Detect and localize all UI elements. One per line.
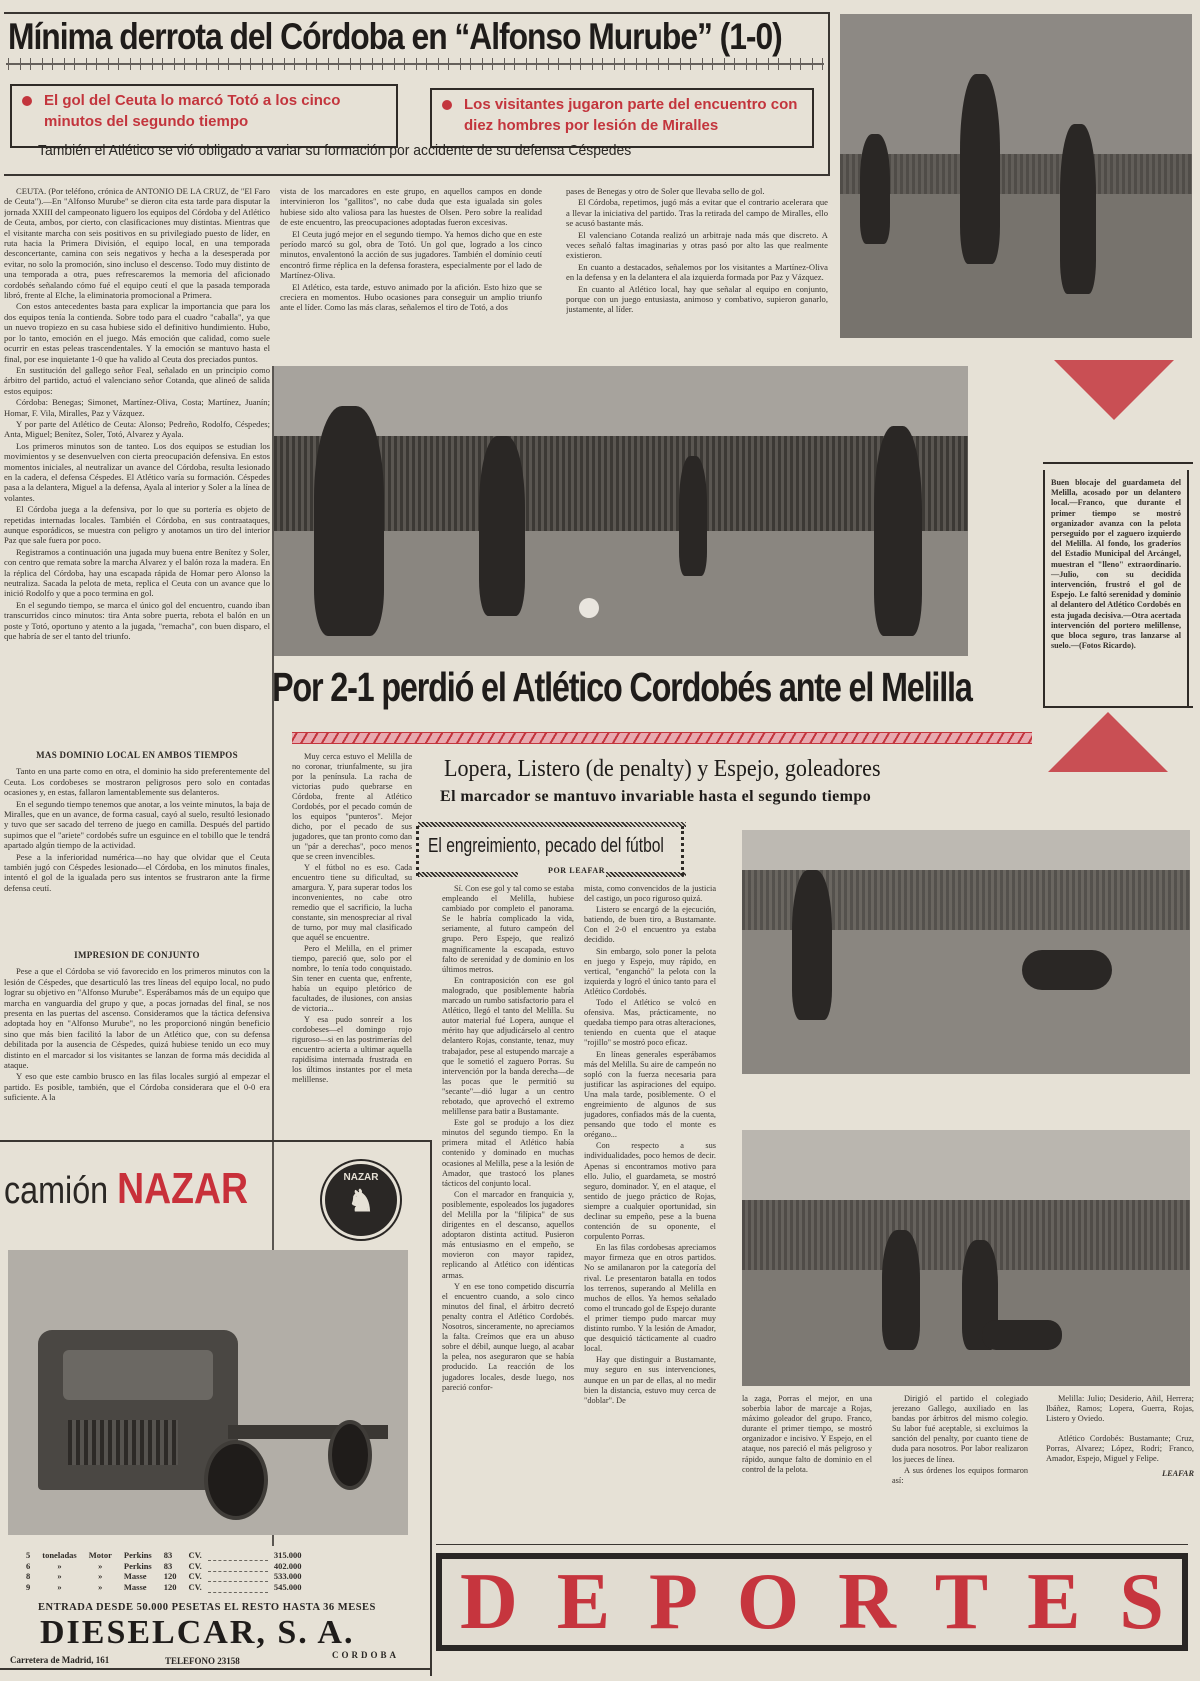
paragraph: En cuanto al Atlético local, hay que señalar al equipo en conjunto, porque con un juego entusiasta, animoso y combativo, supieron ganarlo, justamente, al líder. bbox=[566, 283, 828, 315]
paragraph: Todo el Atlético se volcó en ofensiva. Mas, prácticamente, no quedaba tiempo para otras alteraciones, teniendo en cuenta que el ataque "rojillo" se mostró poco eficaz. bbox=[584, 998, 716, 1048]
red-ornamental-divider bbox=[292, 732, 1032, 744]
price-table bbox=[20, 1550, 307, 1593]
paragraph: mista, como convencidos de la justicia del castigo, un poco riguroso quizá. bbox=[584, 884, 716, 904]
match-action-photo bbox=[274, 366, 968, 656]
melilla-deck: El marcador se mantuvo invariable hasta el segundo tiempo bbox=[440, 788, 872, 805]
paragraph: Y eso que este cambio brusco en las filas locales surgió al empezar el partido. Es posible, también, que el Córdoba considerara que el 0-0 era suficiente. A la bbox=[4, 1071, 270, 1103]
arrow-down-icon bbox=[1054, 360, 1174, 420]
ceuta-column-1b bbox=[4, 742, 270, 942]
paragraph: Pese a la inferioridad numérica—no hay que olvidar que el Ceuta también jugó con Céspedes lesionado—el Córdoba, en los minutos finales, intentó el gol de la igualada pero sus intentos se frustraron ante la firme defensa ceutí. bbox=[4, 851, 270, 893]
paragraph: Con respecto a sus individualidades, poco hemos de decir. Apenas si encontramos motivo para ello. Julio, el guardameta, se mostró seguro, dominador. Y, en el ataque, el sentido de juego práctico de Rojas, siempre a cualquier oportunidad, sin declinar su empeño, pese a la buena contención de su oponente, el corpulento Porras. bbox=[584, 1141, 716, 1242]
paragraph: Y por parte del Atlético de Ceuta: Alonso; Pedreño, Rodolfo, Céspedes; Anta, Miguel; Benítez, Soler, Totó, Alvarez y Ayala. bbox=[4, 418, 270, 440]
headline-box-right-rule bbox=[828, 12, 830, 174]
banner-letter: E bbox=[556, 1558, 611, 1646]
goalkeeper-photo bbox=[840, 14, 1192, 338]
subheading: MAS DOMINIO LOCAL EN AMBOS TIEMPOS bbox=[36, 750, 238, 760]
paragraph: Hay que distinguir a Bustamante, muy seguro en sus intervenciones, aunque en un par de ellas, al no medir bien la distancia, estuvo muy cerca de "doblar". De bbox=[584, 1355, 716, 1405]
caption-top-rule bbox=[1043, 462, 1193, 464]
paragraph: Y el fútbol no es eso. Cada encuentro tiene su dificultad, su amargura. Y, para superar todos los inconvenientes, no cabe otro remedio que el sacrificio, la lucha constante, sin menospreciar al rival de turno, por muy mal clasificado que aquél se encuentre. bbox=[292, 863, 412, 942]
paragraph: El valenciano Cotanda realizó un arbitraje nada más que discreto. A veces señaló faltas imaginarias y otras pasó por alto las que realmente existieron. bbox=[566, 229, 828, 261]
melilla-intro-column bbox=[292, 752, 412, 1128]
paragraph: Registramos a continuación una jugada muy buena entre Benítez y Soler, con centro que remata sobre la marcha Alvarez y el balón roza la madera. En la réplica del Córdoba, hay una escapada rápida de Homar pero Alonso la neutraliza. Sacada la pelota de meta, replica el Ceuta con un avance que lo inició Rodolfo y que a poco termina en gol. bbox=[4, 546, 270, 599]
paragraph: Sin embargo, solo poner la pelota en juego y Espejo, muy rápido, en vertical, "enganchó" la pelota con la izquierda y logró el único tanto para el Atlético Cordobés. bbox=[584, 946, 716, 996]
ceuta-column-1c bbox=[4, 942, 270, 1130]
arrow-up-icon bbox=[1048, 712, 1168, 772]
paragraph: En sustitución del gallego señor Feal, señalado en un principio como árbitro del partido, actuó el valenciano señor Cotanda, que alineó de salida estos equipos: bbox=[4, 364, 270, 396]
paragraph: A sus órdenes los equipos formaron así: bbox=[892, 1465, 1028, 1485]
nazar-logo bbox=[322, 1161, 400, 1239]
kicker-right-box bbox=[430, 88, 814, 148]
banner-letter: R bbox=[838, 1558, 896, 1646]
kicker-left-box bbox=[10, 84, 398, 148]
melilla-column-c bbox=[742, 1394, 872, 1544]
deck-rule bbox=[4, 174, 830, 176]
paragraph: vista de los marcadores en este grupo, en aquellos campos en donde intervinieron los "gallitos", no cabe duda que esta igualada sin goles hubiese sido alto valiosa para las huestes de Olsen. Pero sobre la realidad de este encuentro, las preocupaciones adoptadas fueron excesivas. bbox=[280, 186, 542, 228]
banner-letter: O bbox=[736, 1558, 800, 1646]
ad-company-name: DIESELCAR, S. A. bbox=[40, 1614, 355, 1651]
ceuta-column-1 bbox=[4, 186, 270, 741]
banner-letter: P bbox=[649, 1558, 698, 1646]
table-row: 9 » » Masse 120 CV. 545.000 bbox=[26, 1581, 302, 1592]
banner-letter: S bbox=[1119, 1558, 1164, 1646]
subheading: IMPRESION DE CONJUNTO bbox=[74, 950, 200, 960]
ad-prefix: camión bbox=[4, 1170, 109, 1212]
paragraph: En las filas cordobesas apreciamos mayor firmeza que en otros partidos. No se amilanaron por la categoría del rival. Le presentaron batalla en todos los terrenos, superando al Melilla en muchos de ellos. Ya hemos señalado como el truncado gol de Espejo durante el primer tiempo pudo marcar muy distinto rumbo. Y la lesión de Amador, que desquició tácticamente al cuadro local. bbox=[584, 1243, 716, 1354]
paragraph: pases de Benegas y otro de Soler que llevaba sello de gol. bbox=[566, 186, 765, 196]
ceuta-column-2 bbox=[280, 186, 542, 348]
lion-rampant-icon: ♞ bbox=[347, 1185, 375, 1218]
banner-letter: E bbox=[1027, 1558, 1081, 1646]
paragraph: Con estos antecedentes basta para explicar la importancia que para los dos equipos tenía la contienda. Sobre todo para el cuadro "caballa", ya que un nuevo tropiezo en su casa hubiese sido el definitivo hundimiento. Hubo, por lo tanto, emoción en el juego. Más emoción que calidad, como suele ocurrir en estas peleas trascendentales. Y la emoción se mantuvo hasta el final, por ese inquietante 1-0 que ha valido al Ceuta dos preciados puntos. bbox=[4, 301, 270, 364]
main-headline: Mínima derrota del Córdoba en “Alfonso Murube” (1-0) bbox=[8, 16, 782, 57]
ad-brand-name: NAZAR bbox=[117, 1164, 248, 1213]
article-deck: También el Atlético se vió obligado a variar su formación por accidente de su defensa Céspedes bbox=[38, 142, 632, 159]
kicker-left: El gol del Ceuta lo marcó Totó a los cinco minutos del segundo tiempo bbox=[44, 92, 341, 130]
melilla-column-d bbox=[892, 1394, 1028, 1544]
wavy-rule bbox=[606, 872, 686, 877]
paragraph: Tanto en una parte como en otra, el dominio ha sido preferentemente del Ceuta. Los cordobeses se mostraron peligrosos pero solo en contadas ocasiones y, en estas, fallaron lamentablemente sus delanteros. bbox=[4, 766, 270, 798]
section-banner bbox=[436, 1553, 1188, 1651]
logo-text: NAZAR bbox=[343, 1172, 379, 1183]
paragraph: Este gol se produjo a los diez minutos del segundo tiempo. En la primera mitad el Atlético había contenido y dominado en muchas ocasiones al Melilla, pese a la lesión de Amador, que trastocó los planes tácticos del conjunto local. bbox=[442, 1118, 574, 1188]
bullet-icon bbox=[22, 96, 32, 106]
melilla-headline: Por 2-1 perdió el Atlético Cordobés ante el Melilla bbox=[272, 664, 972, 710]
lineup-atletico: Atlético Cordobés: Bustamante; Cruz, Porras, Alvarez; López, Rodri; Franco, Amador, Espejo, Miguel y Felipe. bbox=[1046, 1434, 1194, 1464]
paragraph: Córdoba: Benegas; Simonet, Martínez-Oliva, Costa; Martínez, Juanín; Homar, F. Vila, Miralles, Paz y Vázquez. bbox=[4, 397, 270, 418]
truck-photo bbox=[8, 1250, 408, 1535]
chain-divider bbox=[6, 58, 824, 70]
leader-dots bbox=[208, 1571, 268, 1582]
paragraph: El Atlético, esta tarde, estuvo animado por la afición. Esto hizo que se creciera en momentos. Hubo ocasiones para conseguir un amplio triunfo ante el líder. Como las más claras, señalemos el tiro de Totó, a dos bbox=[280, 281, 542, 313]
leader-dots bbox=[208, 1550, 268, 1561]
table-row: 5 toneladas Motor Perkins 83 CV. 315.000 bbox=[26, 1550, 302, 1560]
paragraph: Pese a que el Córdoba se vió favorecido en los primeros minutos con la lesión de Céspedes, que desarticuló las tres líneas del equipo local, no pudo lograr su objetivo en "Alfonso Murube". Esperábamos más de un equipo que marcha en vanguardia del grupo y que, a pocas jornadas del final, se nos presenta en las puertas del ascenso. Consideramos que la táctica defensiva adoptada hoy en "Alfonso Murube", no les proporcionó ningún beneficio sino que más bien facilitó la labor de un Atlético que, con su defensa debilitada por la ausencia de Céspedes, quizá hubiese tenido un eco muy distinto en el marcador si los visitantes se lanzan de forma más decidida al ataque. bbox=[4, 966, 270, 1071]
paragraph: Con el marcador en franquicia y, posiblemente, espoleados los jugadores del Melilla por la "filípica" de sus dirigentes en el descanso, aquellos adoptaron distinta actitud. Pusieron más entusiasmo en el empeño, se movieron con mayor rapidez, replicando al Atlético con idénticas armas. bbox=[442, 1189, 574, 1280]
sidebar-title: El engreimiento, pecado del fútbol bbox=[428, 835, 664, 857]
photo-caption: Buen blocaje del guardameta del Melilla, acosado por un delantero local.—Franco, que durante el primer tiempo se mostró organizador avanza con la pelota perseguido por el zaguero izquierdo del Melilla. Al fondo, los graderíos del Estadio Municipal del Arcángel, muestran el "lleno" extraordinario.—Julio, con su decidida intervención, frustró el gol de Espejo. Le faltó serenidad y dominio al delantero del Atlético Cordobés en esta jugada decisiva.—Otra acertada intervención del portero melillense, que bloca seguro, tras lanzarse al suelo.—(Fotos Ricardo). bbox=[1043, 470, 1189, 706]
paragraph: El Ceuta jugó mejor en el segundo tiempo. Ya hemos dicho que en este período marcó su gol, obra de Totó. Un gol que, logrado a los cinco minutos, envalentonó la acción de sus jugadores. También el domínio ceutí encontró firme réplica en la defensa forastera, especialmente por el lado de Martínez-Oliva. bbox=[280, 228, 542, 281]
table-row: 6 » » Perkins 83 CV. 402.000 bbox=[26, 1560, 302, 1571]
paragraph: En cuanto a destacados, señalemos por los visitantes a Martínez-Oliva en la defensa y en la delantera el ala izquierda formada por Paz y Vázquez. bbox=[566, 261, 828, 283]
sidebar-column-a bbox=[442, 884, 574, 1540]
ceuta-column-3 bbox=[566, 186, 828, 348]
banner-top-rule bbox=[436, 1544, 1188, 1545]
paragraph: Y esa pudo sonreír a los cordobeses—el domingo rojo riguroso—si en las postrimerías del encuentro acierta a ultimar aquella rapidísima internada frustrada en los últimos instantes por el meta melillense. bbox=[292, 1015, 412, 1084]
paragraph: Sí. Con ese gol y tal como se estaba empleando el Melilla, hubiese cambiado por completo el panorama. Se le habría complicado la vida, seriamente, al futuro campeón del grupo. Pero Espejo, que realizó magníficamente la escapada, estuvo falto de serenidad y de dominio en los últimos metros. bbox=[442, 884, 574, 974]
paragraph: Y en ese tono competido discurría el encuentro cuando, a solo cinco minutos del final, el árbitro decretó penalty contra el Atlético Cordobés. Nosotros, sinceramente, no apreciamos la falta. Creímos que era un abuso sobre el débil, aunque luego, al acabar la pelea, nos aseguraron que se había producido. La reacción de los jugadores locales, desde luego, nos pareció confor- bbox=[442, 1281, 574, 1392]
leader-dots bbox=[208, 1582, 268, 1593]
ad-address: Carretera de Madrid, 161 bbox=[10, 1655, 110, 1665]
scorers-subheadline: Lopera, Listero (de penalty) y Espejo, goleadores bbox=[444, 756, 881, 782]
caption-bottom-rule bbox=[1043, 706, 1193, 708]
goal-chance-photo bbox=[742, 830, 1190, 1074]
ad-brand bbox=[4, 1164, 248, 1214]
wavy-rule bbox=[418, 872, 518, 877]
banner-letter: T bbox=[934, 1558, 989, 1646]
ad-financing-terms: ENTRADA DESDE 50.000 PESETAS EL RESTO HASTA 36 MESES bbox=[38, 1602, 376, 1613]
ad-city: CORDOBA bbox=[332, 1650, 400, 1660]
bullet-icon bbox=[442, 100, 452, 110]
paragraph: En líneas generales esperábamos más del Melilla. Su aire de campeón no sopló con la fuerza necesaria para justificar las aspiraciones del equipo. Una mala tarde, posiblemente. O el engreimiento de algunos de sus jugadores, confiados más de la cuenta, pensando que todo el monte es orégano... bbox=[584, 1049, 716, 1140]
sidebar-column-b bbox=[584, 884, 716, 1540]
banner-letter: D bbox=[460, 1558, 518, 1646]
kicker-right: Los visitantes jugaron parte del encuentro con diez hombres por lesión de Miralles bbox=[464, 96, 798, 134]
lineups-column bbox=[1046, 1394, 1194, 1544]
top-rule bbox=[4, 12, 830, 14]
ad-bottom-rule bbox=[0, 1668, 432, 1670]
paragraph: Dirigió el partido el colegiado jerezano Gallego, auxiliado en las bandas por árbitros del mismo colegio. Su labor fué aceptable, si excluimos la sanción del penalty, por cuanto tiene de duda para nosotros. Por labor realizaron los jueces de línea. bbox=[892, 1394, 1028, 1464]
signature: LEAFAR bbox=[1162, 1468, 1194, 1478]
paragraph: En el segundo tiempo tenemos que anotar, a los veinte minutos, la baja de Miralles, que en un avance, de forma casual, cayó al suelo, resultó lesionado y tuvo que ser sacado del terreno de juego en camilla. Después del partido supimos que el "ariete" cordobés sufre un esguince en el tobillo que le tendrá apartado algún tiempo de la actividad. bbox=[4, 798, 270, 851]
leader-dots bbox=[208, 1561, 268, 1572]
lineup-melilla: Melilla: Julio; Desiderio, Añil, Herrera; Ibáñez, Ramos; Lopera, Guerra, Rojas, Listero y Oviedo. bbox=[1046, 1394, 1194, 1424]
ad-top-rule bbox=[0, 1140, 432, 1142]
paragraph: En contraposición con ese gol malogrado, que posiblemente habría marcado un rumbo satisfactorio para el Atlético, llegó el tanto del Melilla. Su autor material fué Lopera, aunque el mérito hay que adjudicárselo al centro delantero Rojas, constante, tenaz, muy trabajador, pese al estupendo marcaje a que le sometió el zaguero Porras. Su intervención por la banda derecha—de las pocas que le permitió su "secante"—dió lugar a un centro rebotado, que aprovechó el extremo melillense para batir a Bustamante. bbox=[442, 975, 574, 1117]
price-list bbox=[20, 1550, 307, 1593]
paragraph: Listero se encargó de la ejecución, batiendo, de buen tiro, a Bustamante. Con el 2-0 el encuentro ya estaba decidido. bbox=[584, 905, 716, 945]
paragraph: Los primeros minutos son de tanteo. Los dos equipos se estudian los movimientos y se desenvuelven con cierta preocupación defensiva. En estos momentos iniciales, al neutralizar un avance del Córdoba, resulta lesionado en la cadera, el defensa Céspedes. El Atlético varía su formación. Céspedes pasa a la delantera, Miguel a la defensa, Ayala al interior y Soler a la línea de volantes. bbox=[4, 440, 270, 503]
keeper-save-photo bbox=[742, 1130, 1190, 1386]
paragraph: El Córdoba, repetimos, jugó más a evitar que el contrario acelerara que a llevar la iniciativa del partido. Tras la retirada del campo de Miralles, ello se acusó bastante más. bbox=[566, 197, 828, 229]
paragraph: la zaga, Porras el mejor, en una soberbia labor de marcaje a Rojas, máximo goleador del grupo. Franco, durante el primer tiempo, se mostró organizador e incisivo. Y Espejo, en el ataque, nos pareció el más peligroso y rápido, aunque falto de dominio en el control de la pelota. bbox=[742, 1394, 872, 1474]
paragraph: El Córdoba juega a la defensiva, por lo que su portería es objeto de repetidas internadas locales. También el Córdoba, en sus contraataques, aunque esporádicos, se muestra con peligro y anotamos un tiro del interior Paz que sale fuera por poco. bbox=[4, 504, 270, 546]
paragraph: CEUTA. (Por teléfono, crónica de ANTONIO DE LA CRUZ, de "El Faro de Ceuta").—En "Alfonso Murube" se dieron cita esta tarde para disputar la jornada XXIII del campeonato liguero los equipos del Córdoba y del Atlético de Ceuta, ambos, por cierto, con clasificaciones muy distintas. Mientras que el visitante marcha con seis positivos en su privilegiado puesto de líder, en ruta hacia la Primera División, el equipo local, en una temporada desconcertante, camina con seis negativos y hecha a la desesperada por evitar, no solo la promoción, sino incluso el descenso. Todo muy distinto de una temporada a otra, pues refrescaremos la memoria del aficionado cordobés señalando cómo fué el equipo ceutí el que la pasada temporada libró, frente al Elche, la eliminatoria promocional a Primera. bbox=[4, 186, 270, 301]
ad-right-rule bbox=[430, 1140, 432, 1676]
paragraph: Muy cerca estuvo el Melilla de no coronar, triunfalmente, su jira por la península. La racha de victorias pudo quebrarse en Córdoba, frente al Atlético Cordobés, por el pecado común de los equipos "punteros". Mejor dicho, por el pecado de sus jugadores, que tan pronto como dan un "pár a derechas", poco menos que se creen invencibles. bbox=[292, 752, 412, 861]
byline: POR LEAFAR bbox=[548, 866, 606, 875]
table-row: 8 » » Masse 120 CV. 533.000 bbox=[26, 1571, 302, 1581]
paragraph: En el segundo tiempo, se marca el único gol del encuentro, cuando iban transcurridos cinco minutos: tira Anta sobre puerta, rebota el balón en un poste y Totó, oportuno y atento a la jugada, "remacha", con buen disparo, el que habría de ser el tanto del triunfo. bbox=[4, 599, 270, 642]
paragraph: Pero el Melilla, en el primer tiempo, pareció que, solo por el nombre, lo tenía todo conquistado. Sin tener en cuenta que, enfrente, había un equipo pletórico de facultades, de ilusiones, con ansias de victoria... bbox=[292, 944, 412, 1013]
ad-phone: TELEFONO 23158 bbox=[165, 1656, 240, 1666]
